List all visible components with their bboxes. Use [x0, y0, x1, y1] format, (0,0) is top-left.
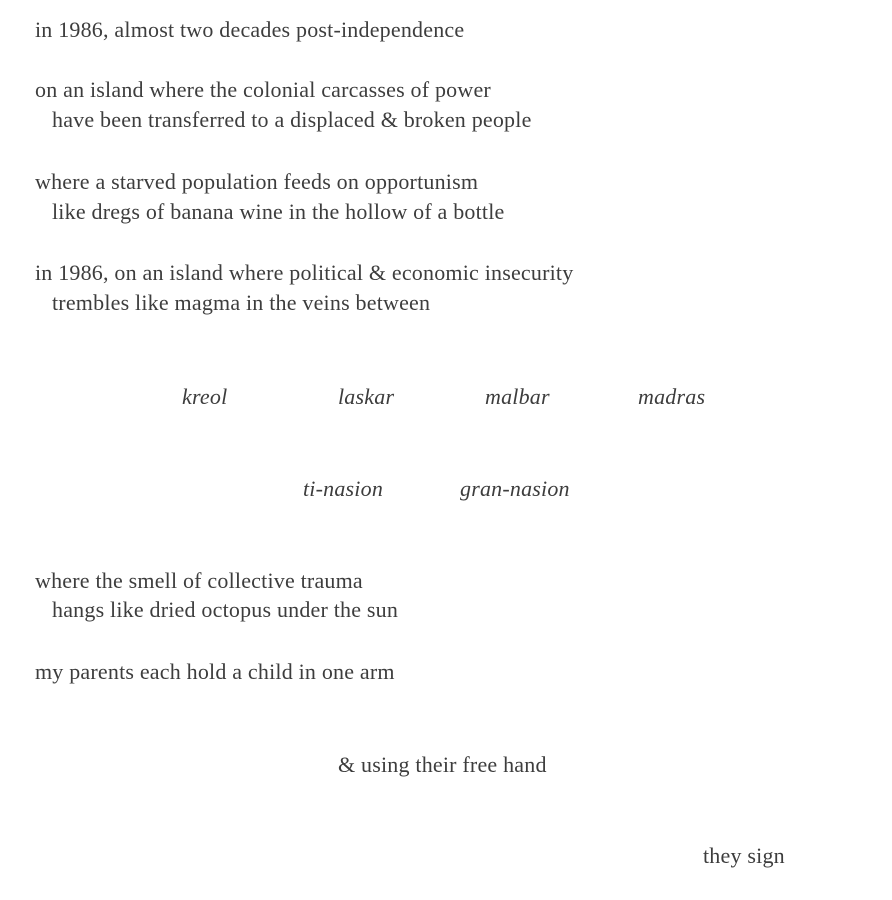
scattered-word-ti-nasion: ti-nasion — [303, 476, 384, 501]
poem-line: my parents each hold a child in one arm — [35, 659, 395, 684]
poem-line: in 1986, almost two decades post-independence — [35, 17, 465, 42]
poem-line-offset: & using their free hand — [338, 752, 547, 777]
scattered-word-laskar: laskar — [338, 384, 395, 409]
poem-line: where the smell of collective trauma — [35, 568, 363, 593]
scattered-word-malbar: malbar — [485, 384, 550, 409]
poem-line-offset: they sign — [703, 843, 785, 868]
poem-line-indented: like dregs of banana wine in the hollow of a bottle — [52, 199, 505, 224]
poem-line-indented: have been transferred to a displaced & broken people — [52, 107, 532, 132]
poem-line-indented: hangs like dried octopus under the sun — [52, 597, 399, 622]
poem-line: in 1986, on an island where political & economic insecurity — [35, 260, 574, 285]
poem-line: on an island where the colonial carcasses of power — [35, 77, 491, 102]
scattered-word-gran-nasion: gran-nasion — [460, 476, 570, 501]
scattered-word-madras: madras — [638, 384, 706, 409]
scattered-word-kreol: kreol — [182, 384, 228, 409]
poem-line: where a starved population feeds on opportunism — [35, 169, 479, 194]
poem-line-indented: trembles like magma in the veins between — [52, 290, 431, 315]
